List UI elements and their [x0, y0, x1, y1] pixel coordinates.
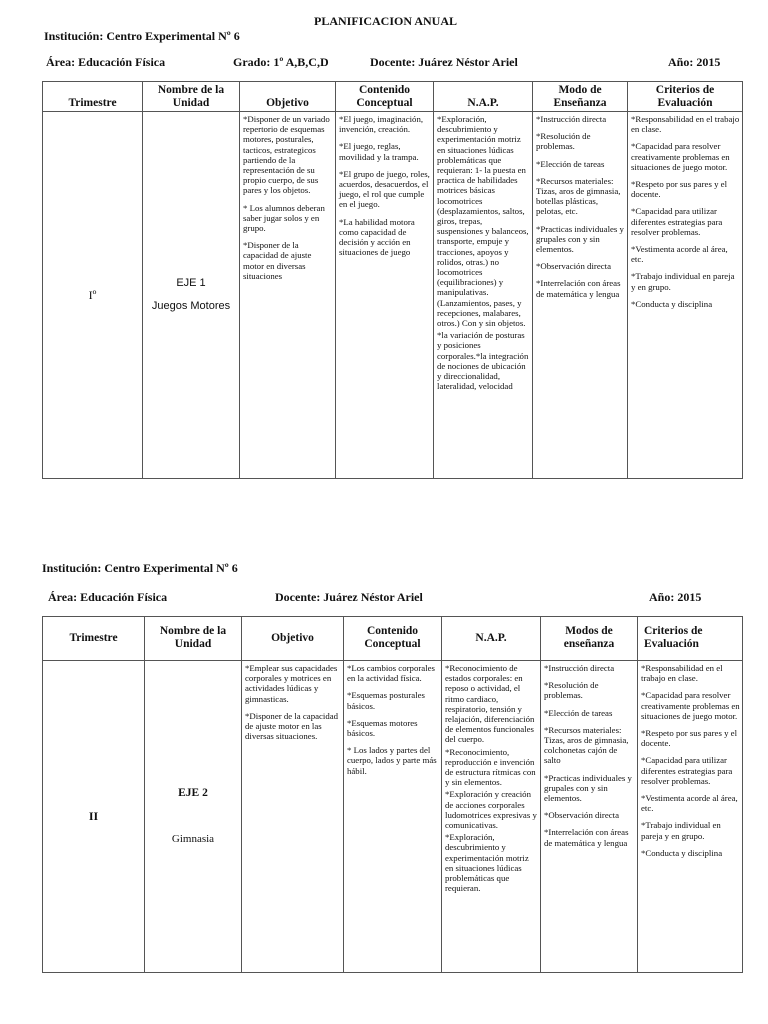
method-item: *Instrucción directa	[536, 114, 607, 124]
document-title: PLANIFICACION ANUAL	[314, 14, 458, 28]
header-objetivo: Objetivo	[242, 617, 344, 661]
unit-axis: EJE 2	[178, 787, 208, 799]
header-contenido: Contenido Conceptual	[344, 617, 442, 661]
criteria-cell	[638, 661, 743, 973]
method-item: *Observación directa	[544, 810, 619, 821]
method-item: *Practicas individuales y grupales con y sin elementos.	[544, 772, 632, 804]
nap-item: *Exploración y creación de acciones corporales ludomotrices expresivas y comunicativas.	[445, 789, 537, 831]
unit-name: Gimnasia	[171, 833, 215, 845]
objective-cell	[240, 112, 336, 479]
nap-item: *la variación de posturas y posiciones corporales.*la integración de nociones de ubicación y direccionalidad, lateralidad, velocidad	[437, 330, 529, 392]
method-item: *Elección de tareas	[536, 158, 605, 169]
header-unidad: Nombre de la Unidad	[143, 82, 240, 112]
method-item: *Interrelación con áreas de matemática y lengua	[544, 827, 629, 848]
method-item: *Recursos materiales: Tizas, aros de gimnasia, colchonetas cajón de salto	[544, 724, 629, 766]
content-item: *Los cambios corporales en la actividad física.	[347, 663, 435, 684]
criteria-item: *Capacidad para utilizar diferentes estrategias para resolver problemas.	[641, 755, 733, 786]
area-label: Área: Educación Física	[46, 55, 166, 69]
area-label: Área: Educación Física	[48, 590, 168, 604]
nap-item: *Reconocimiento, reproducción e invención de estructura rítmicas con y sin elementos.	[445, 746, 536, 788]
objective-item: *Disponer de un variado repertorio de esquemas motores, posturales, tacticos, estrategicos partiendo de la representación de su propio cuerpo, de sus pares y los objetos.	[243, 114, 330, 196]
teacher-label: Docente: Juárez Néstor Ariel	[370, 55, 518, 69]
header-modo: Modos de enseñanza	[541, 617, 638, 661]
unit-axis: EJE 1	[176, 277, 206, 289]
nap-item: *Exploración, descubrimiento y experimentación motriz en situaciones lúdicas problemáticas que requieran.	[445, 832, 529, 894]
criteria-item: *Trabajo individual en pareja y en grupo.	[641, 820, 721, 841]
year-label: Año: 2015	[668, 55, 721, 69]
year-label: Año: 2015	[649, 590, 702, 604]
content-cell	[344, 661, 442, 973]
method-item: *Interrelación con áreas de matemática y lengua	[536, 278, 621, 299]
objective-item: *Disponer de la capacidad de ajuste motor en las diversas situaciones.	[245, 710, 339, 742]
criteria-item: *Conducta y disciplina	[641, 847, 723, 858]
criteria-item: *Conducta y disciplina	[631, 298, 713, 309]
criteria-item: *Capacidad para utilizar diferentes estrategias para resolver problemas.	[631, 206, 723, 237]
criteria-item: *Respeto por sus pares y el docente.	[631, 179, 728, 200]
header-modo: Modo de Enseñanza	[533, 82, 628, 112]
trimester-cell: II	[43, 661, 145, 973]
table-row	[43, 112, 743, 479]
unit-cell	[143, 112, 240, 479]
criteria-item: *Responsabilidad en el trabajo en clase.	[631, 114, 740, 135]
nap-cell	[434, 112, 533, 479]
method-item: *Observación directa	[536, 261, 611, 272]
header-criterios: Criterios de Evaluación	[638, 617, 743, 661]
header-nap: N.A.P.	[434, 82, 533, 112]
method-cell	[541, 661, 638, 973]
unit-cell	[145, 661, 242, 973]
content-item: *Esquemas posturales básicos.	[347, 690, 425, 711]
method-item: *Elección de tareas	[544, 707, 613, 718]
header-unidad: Nombre de la Unidad	[145, 617, 242, 661]
criteria-item: *Respeto por sus pares y el docente.	[641, 728, 738, 749]
nap-cell	[442, 661, 541, 973]
institution-label: Institución: Centro Experimental Nº 6	[42, 561, 238, 575]
trimester-cell: Iº	[43, 112, 143, 479]
criteria-cell	[628, 112, 743, 479]
objective-item: *Disponer de la capacidad de ajuste motor en diversas situaciones	[243, 240, 312, 281]
planning-table-2	[42, 616, 743, 973]
teacher-label: Docente: Juárez Néstor Ariel	[275, 590, 423, 604]
objective-item: *Emplear sus capacidades corporales y motrices en actividades lúdicas y gimnasticas.	[245, 663, 338, 704]
method-item: *Resolución de problemas.	[544, 680, 599, 701]
header-objetivo: Objetivo	[240, 82, 336, 112]
institution-label: Institución: Centro Experimental Nº 6	[44, 29, 240, 43]
header-trimestre: Trimestre	[43, 82, 143, 112]
criteria-item: *Capacidad para resolver creativamente problemas en situaciones de juego motor.	[641, 690, 740, 721]
header-nap: N.A.P.	[442, 617, 541, 661]
objective-cell	[242, 661, 344, 973]
content-item: * Los lados y partes del cuerpo, lados y parte más hábil.	[347, 745, 437, 776]
method-item: *Recursos materiales: Tizas, aros de gimnasia, botellas plásticas, pelotas, etc.	[536, 175, 621, 217]
planning-table-1	[42, 81, 743, 479]
nap-item: *Exploración, descubrimiento y experimentación motriz en situaciones lúdicas problemáticas que requieran: 1- la puesta en practica de habilidades motrices básicas locomotrices (desplazamientos, saltos, giros, trepas, suspensiones y balanceos, transporte, empuje y tracciones, apoyos y rolidos, otras.) no locomotrices (equilibraciones) y manipulativas. (Lanzamientos, pases, y recepciones, malabares, otros.) Con y sin objetos.	[437, 114, 529, 329]
unit-name: Juegos Motores	[151, 300, 231, 312]
criteria-item: *Vestimenta acorde al área, etc.	[641, 793, 738, 814]
content-item: *El juego, reglas, movilidad y la trampa.	[339, 141, 419, 162]
criteria-item: *Capacidad para resolver creativamente problemas en situaciones de juego motor.	[631, 141, 730, 172]
table-row	[43, 661, 743, 973]
nap-item: *Reconocimiento de estados corporales: en reposo o actividad, el ritmo cardiaco, respiratorio, tensión y relajación, diferenciación de elementos funcionales del cuerpo.	[445, 663, 535, 745]
method-item: *Instrucción directa	[544, 663, 615, 673]
header-contenido: Contenido Conceptual	[336, 82, 434, 112]
content-cell	[336, 112, 434, 479]
content-item: *La habilidad motora como capacidad de decisión y acción en situaciones de juego	[339, 216, 415, 258]
content-item: *El grupo de juego, roles, acuerdos, desacuerdos, el juego, el rol que cumple en el juego.	[339, 168, 430, 210]
criteria-item: *Vestimenta acorde al área, etc.	[631, 244, 728, 265]
header-criterios: Criterios de Evaluación	[628, 82, 743, 112]
criteria-item: *Responsabilidad en el trabajo en clase.	[641, 663, 723, 684]
method-item: *Resolución de problemas.	[536, 131, 591, 152]
grade-label: Grado: 1º A,B,C,D	[233, 55, 329, 69]
criteria-item: *Trabajo individual en pareja y en grupo.	[631, 271, 735, 292]
method-item: *Practicas individuales y grupales con y sin elementos.	[536, 223, 624, 255]
objective-item: * Los alumnos deberan saber jugar solos y en grupo.	[243, 202, 325, 234]
method-cell	[533, 112, 628, 479]
content-item: *El juego, imaginación, invención, creación.	[339, 114, 424, 135]
content-item: *Esquemas motores básicos.	[347, 717, 418, 739]
header-trimestre: Trimestre	[43, 617, 145, 661]
